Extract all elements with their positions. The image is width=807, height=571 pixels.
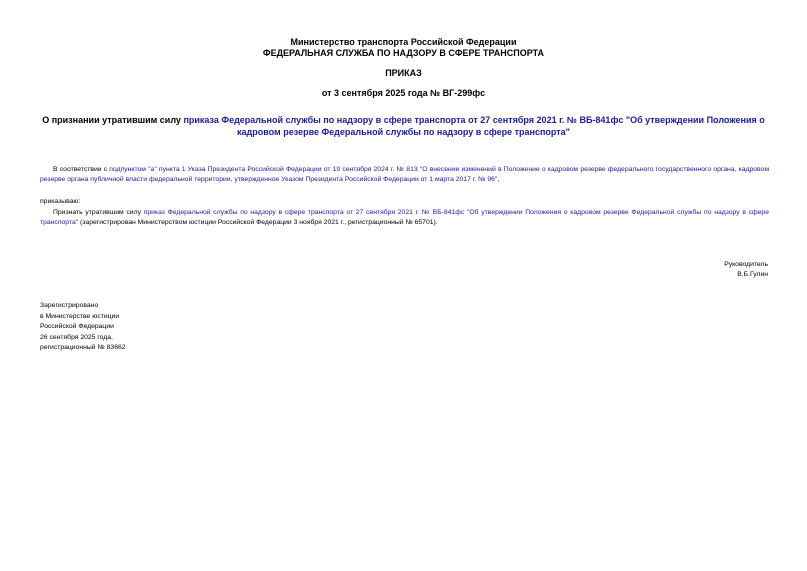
registration-line: 26 сентября 2025 года, (40, 333, 113, 341)
basis-prefix: В соответствии с (53, 166, 110, 173)
registration-line: регистрационный № 83662 (40, 344, 126, 351)
subject-prefix: О признании утратившим силу (42, 115, 184, 125)
ministry-title: Министерство транспорта Российской Федерации (290, 37, 517, 47)
registration-block (40, 301, 126, 354)
basis-paragraph (40, 165, 769, 185)
signature-name: В.Б.Гулин (737, 271, 768, 278)
signature-title: Руководитель (724, 261, 768, 268)
basis-suffix: , (497, 176, 500, 183)
registration-line: Зарегистрировано (40, 302, 99, 309)
registration-line: в Министерстве юстиции (40, 312, 120, 320)
basis-link[interactable]: подпунктом "а" пункта 1 Указа Президента Российской Федерации от 19 сентября 2024 г. № 813 "О внесении изменений в Положение о кадровом резерве федерального государственного органа, кадровом резерве органа публичной власти федеральной территории, утвержденное Указом Президента Российской Федерации от 1 марта 2017 г. № 96" (40, 166, 770, 183)
recognize-paragraph (40, 208, 769, 228)
recognize-suffix: (зарегистрирован Министерством юстиции Российской Федерации 3 ноября 2021 г., регистрационный № 65701). (78, 219, 438, 226)
document-type: ПРИКАЗ (385, 68, 422, 78)
subject-link[interactable]: приказа Федеральной службы по надзору в сфере транспорта от 27 сентября 2021 г. № ВБ-841фс "Об утверждении Положения о кадровом резерве Федеральной службы по надзору в сфере транспорта" (183, 115, 765, 137)
document-subject (40, 115, 767, 138)
service-title: ФЕДЕРАЛЬНАЯ СЛУЖБА ПО НАДЗОРУ В СФЕРЕ ТРАНСПОРТА (262, 48, 545, 58)
document-date-number: от 3 сентября 2025 года № ВГ-299фс (321, 88, 486, 98)
orders-word: приказываю: (40, 198, 81, 205)
recognize-prefix: Признать утратившим силу (53, 209, 144, 216)
registration-line: Российской Федерации (40, 323, 114, 330)
recognize-link[interactable]: приказ Федеральной службы по надзору в сфере транспорта от 27 сентября 2021 г. № ВБ-841фс "Об утверждении Положения о кадровом резерве Федеральной службы по надзору в сфере транспорта" (40, 209, 769, 226)
